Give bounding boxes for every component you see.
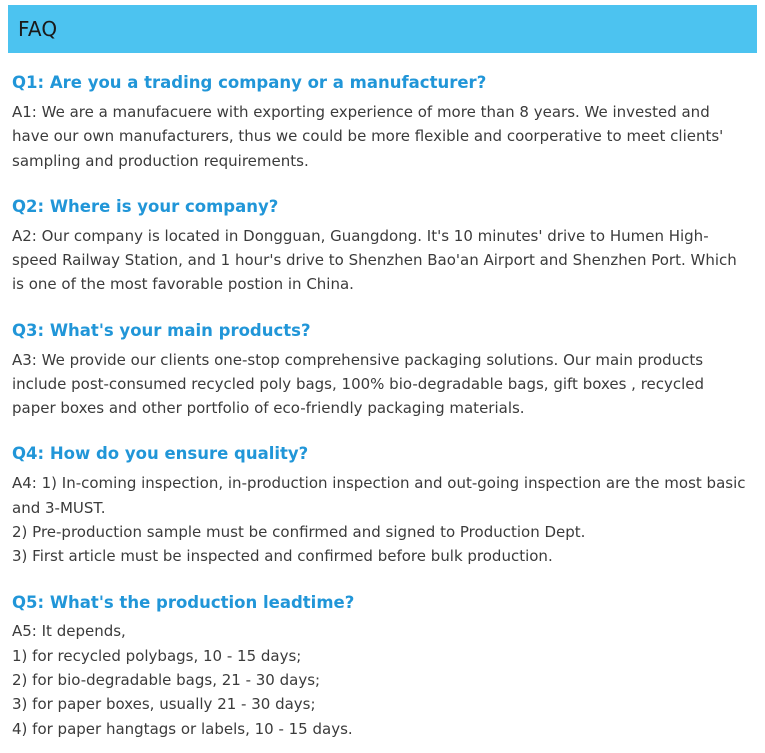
faq-item <box>12 591 751 741</box>
faq-question: Q4: How do you ensure quality? <box>12 444 309 464</box>
faq-question: Q5: What's the production leadtime? <box>12 592 355 612</box>
faq-answer-line: A1: We are a manufacuere with exporting experience of more than 8 years. We invested and have our own manufacturers, thus we could be more flexible and coorperative to meet clients' sampling and production requirements. <box>12 102 724 170</box>
faq-item <box>12 319 751 421</box>
faq-header-bar <box>8 5 757 53</box>
faq-answer-line: A4: 1) In-coming inspection, in-production inspection and out-going inspection are the most basic and 3-MUST. <box>12 474 746 517</box>
faq-list <box>0 53 765 741</box>
faq-answer <box>12 348 751 421</box>
faq-answer <box>12 619 751 740</box>
faq-question: Q2: Where is your company? <box>12 196 279 216</box>
faq-answer-line: 3) for paper boxes, usually 21 - 30 days; <box>12 695 316 714</box>
faq-answer <box>12 471 751 568</box>
faq-answer-line: A3: We provide our clients one-stop comprehensive packaging solutions. Our main products include post-consumed recycled poly bags, 100% bio-degradable bags, gift boxes , recycled paper boxes and other portfolio of eco-friendly packaging materials. <box>12 350 705 418</box>
page-title: FAQ <box>18 17 58 41</box>
faq-question: Q1: Are you a trading company or a manufacturer? <box>12 73 487 92</box>
faq-answer-line: 1) for recycled polybags, 10 - 15 days; <box>12 646 302 665</box>
faq-answer-line: A2: Our company is located in Dongguan, Guangdong. It's 10 minutes' drive to Humen High-speed Railway Station, and 1 hour's drive to Shenzhen Bao'an Airport and Shenzhen Port. Which is one of the most favorable postion in China. <box>12 226 737 294</box>
faq-answer-line: 2) for bio-degradable bags, 21 - 30 days; <box>12 671 321 690</box>
faq-answer-line: 4) for paper hangtags or labels, 10 - 15 days. <box>12 719 353 738</box>
faq-answer <box>12 224 751 297</box>
faq-answer-line: A5: It depends, <box>12 622 126 641</box>
faq-answer <box>12 100 751 173</box>
faq-item <box>12 71 751 173</box>
faq-answer-line: 3) First article must be inspected and confirmed before bulk production. <box>12 547 553 566</box>
faq-answer-line: 2) Pre-production sample must be confirmed and signed to Production Dept. <box>12 522 586 541</box>
faq-item <box>12 442 751 568</box>
faq-page <box>0 5 765 753</box>
faq-question: Q3: What's your main products? <box>12 320 311 340</box>
faq-item <box>12 195 751 297</box>
